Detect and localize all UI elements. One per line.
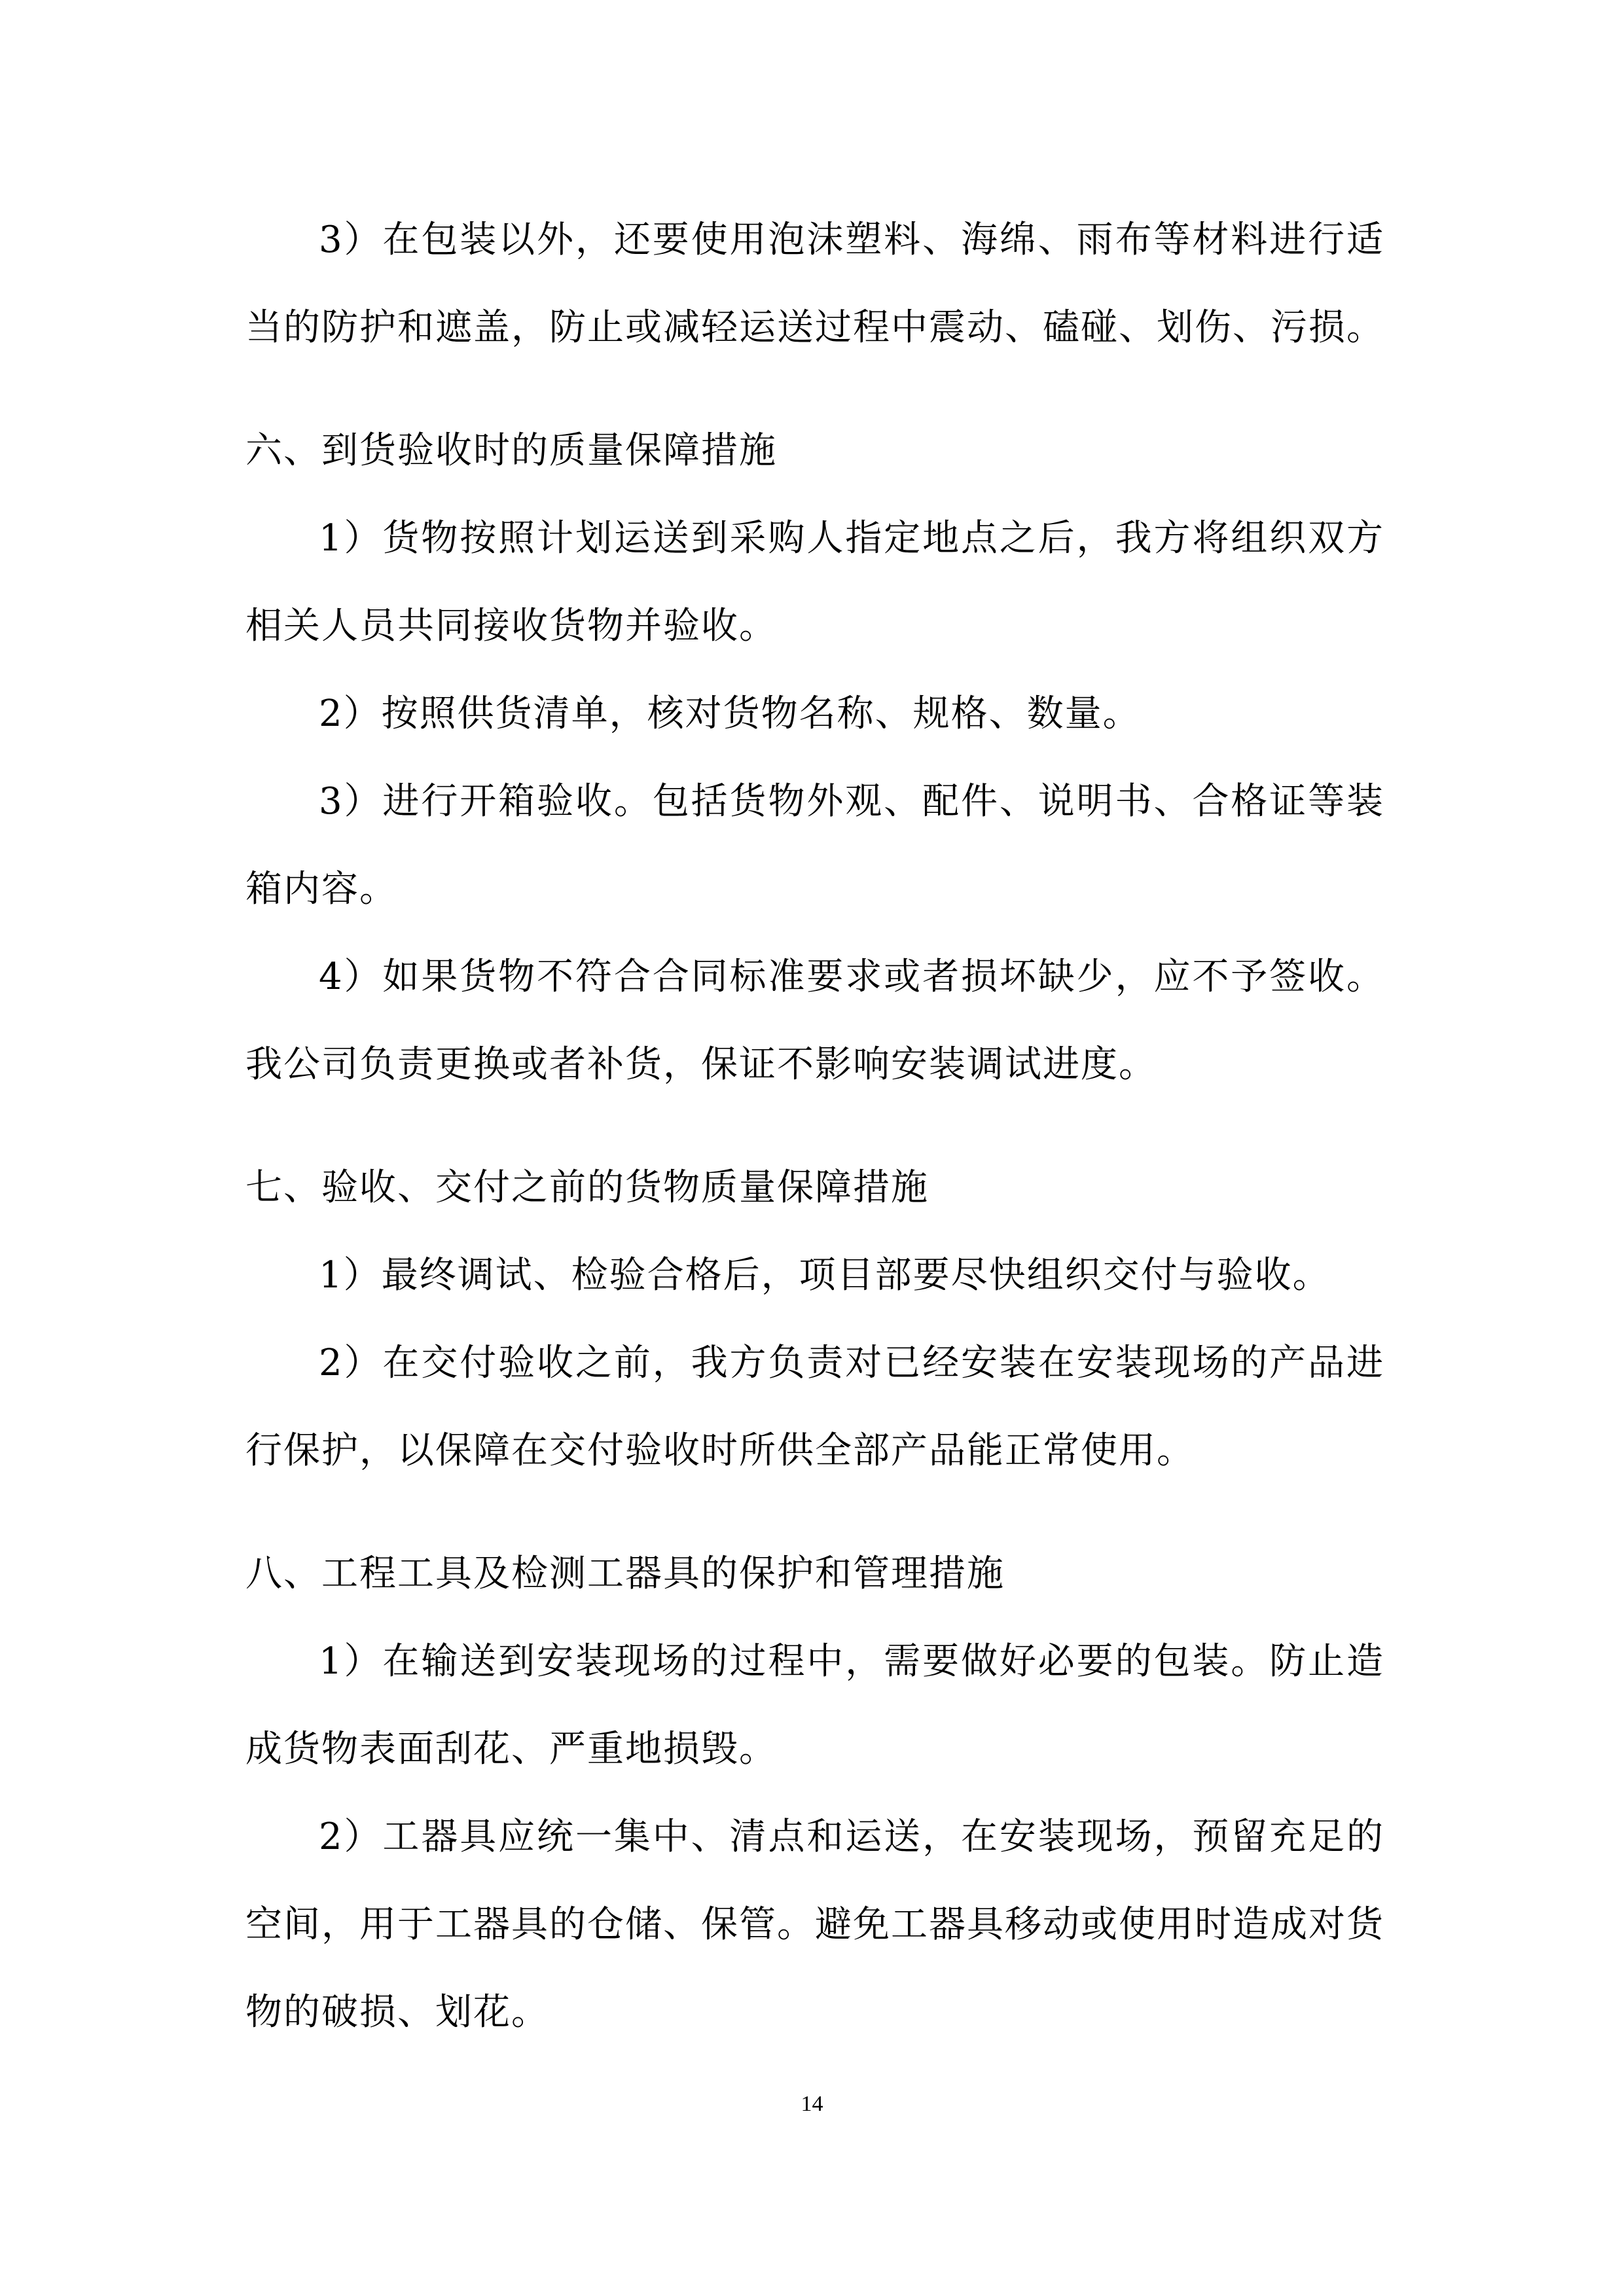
section-6 bbox=[245, 407, 1384, 1109]
page-number: 14 bbox=[801, 2092, 823, 2116]
paragraph: 3）在包装以外，还要使用泡沫塑料、海绵、雨布等材料进行适当的防护和遮盖，防止或减轻运送过程中震动、磕碰、划伤、污损。 bbox=[245, 219, 1384, 349]
intro-block bbox=[245, 196, 1384, 372]
paragraph: 4）如果货物不符合合同标准要求或者损坏缺少，应不予签收。我公司负责更换或者补货，保证不影响安装调试进度。 bbox=[245, 956, 1384, 1086]
section-gap bbox=[245, 1109, 1384, 1144]
paragraph: 2）按照供货清单，核对货物名称、规格、数量。 bbox=[319, 692, 1141, 735]
section-gap bbox=[245, 372, 1384, 407]
paragraph: 1）货物按照计划运送到采购人指定地点之后，我方将组织双方相关人员共同接收货物并验收。 bbox=[245, 517, 1384, 647]
paragraph: 1）最终调试、检验合格后，项目部要尽快组织交付与验收。 bbox=[319, 1254, 1331, 1297]
section-heading: 八、工程工具及检测工器具的保护和管理措施 bbox=[245, 1552, 1005, 1595]
paragraph: 2）在交付验收之前，我方负责对已经安装在安装现场的产品进行保护，以保障在交付验收时所供全部产品能正常使用。 bbox=[245, 1342, 1384, 1472]
paragraph: 2）工器具应统一集中、清点和运送，在安装现场，预留充足的空间，用于工器具的仓储、保管。避免工器具移动或使用时造成对货物的破损、划花。 bbox=[245, 1816, 1384, 2034]
section-7 bbox=[245, 1144, 1384, 1495]
paragraph: 1）在输送到安装现场的过程中，需要做好必要的包装。防止造成货物表面刮花、严重地损毁。 bbox=[245, 1640, 1384, 1770]
section-8 bbox=[245, 1530, 1384, 2056]
section-gap bbox=[245, 1495, 1384, 1530]
section-heading: 六、到货验收时的质量保障措施 bbox=[245, 429, 777, 472]
section-heading: 七、验收、交付之前的货物质量保障措施 bbox=[245, 1166, 929, 1209]
page-content bbox=[245, 196, 1384, 2056]
paragraph: 3）进行开箱验收。包括货物外观、配件、说明书、合格证等装箱内容。 bbox=[245, 780, 1384, 910]
